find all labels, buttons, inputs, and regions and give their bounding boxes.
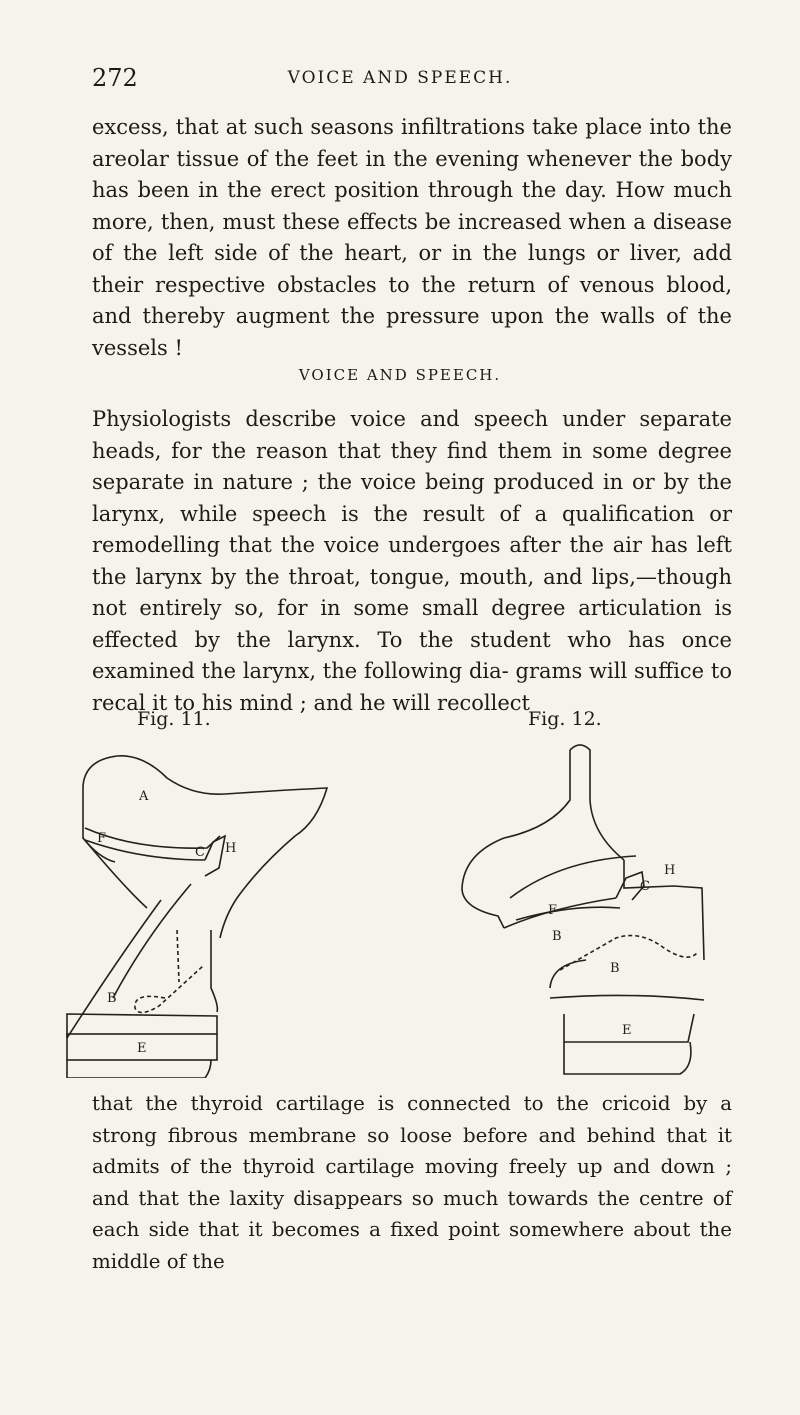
fig11-label-e: E [137, 1041, 147, 1056]
section-heading: VOICE AND SPEECH. [298, 366, 502, 384]
fig11-thyroid-outline [83, 756, 327, 938]
fig12-cord-upper [510, 856, 636, 898]
fig12-label-c: C [640, 879, 650, 894]
figure-12-caption: Fig. 12. [528, 708, 602, 730]
fig12-cricoid-inner [550, 960, 586, 988]
figure-12-drawing [440, 738, 730, 1078]
fig12-ring-bottom [564, 1042, 691, 1074]
fig11-cricoid-dashed [135, 966, 203, 1013]
running-head [0, 64, 800, 94]
fig11-label-c: C [195, 845, 205, 860]
fig11-outer-slope [67, 900, 161, 1038]
fig12-label-f: F [548, 903, 558, 918]
figure-11-larynx-diagram [55, 738, 345, 1078]
fig11-label-b: B [107, 991, 117, 1006]
figure-12-larynx-diagram [440, 738, 730, 1078]
figure-11-drawing [55, 738, 345, 1078]
fig12-thyroid-left [462, 838, 504, 928]
fig12-cord-edge [504, 898, 616, 928]
fig12-label-b1: B [552, 929, 562, 944]
paragraph-3: that the thyroid cartilage is connected to the cricoid by a strong fibrous membrane so loose before and behind that it admits of the thyroid cartilage moving freely up and down ; and that the laxity disappears so much towards the centre of each side that it becomes a fixed point somewhere about the middle of the [92, 1092, 732, 1273]
fig12-label-h: H [664, 863, 676, 878]
fig11-label-a: A [139, 789, 149, 804]
fig12-label-b2: B [610, 961, 620, 976]
figure-11-caption: Fig. 11. [137, 708, 211, 730]
fig11-ring-bottom [67, 1060, 211, 1078]
fig11-arytenoid [205, 836, 225, 876]
fig12-epiglottis-left [504, 750, 570, 838]
fig12-epiglottis-right [570, 745, 624, 860]
fig12-label-e: E [622, 1023, 632, 1038]
fig11-label-h: H [225, 841, 237, 856]
fig11-right-edge [211, 930, 217, 1012]
fig11-label-f: F [97, 831, 107, 846]
fig11-dashed-vertical [177, 930, 179, 982]
page-number: 272 [92, 64, 138, 92]
fig12-ring-top [550, 995, 704, 1000]
paragraph-1: excess, that at such seasons infiltrations take place into the areolar tissue of the feet in the evening whenever the body has been in the erect position through the day. How much more, then, must these effects be increased when a disease of the left side of the heart, or in the lungs or liver, add their respective obstacles to the return of venous blood, and thereby augment the pressure upon the walls of the vessels ! [92, 115, 732, 360]
paragraph-2: Physiologists describe voice and speech under separate heads, for the reason that they find them in some degree separate in nature ; the voice being produced in or by the larynx, while speech is the result of a qualification or remodelling that the voice undergoes after the air has left the larynx by the throat, tongue, mouth, and lips,—though not entirely so, for in some small degree articulation is effected by the larynx. To the student who has once examined the larynx, the following dia- grams will suffice to recal it to his mind ; and he will recollect [92, 407, 732, 715]
fig12-cricoid-dashed [560, 936, 698, 970]
fig11-epiglottis-edge [83, 786, 115, 862]
running-title: VOICE AND SPEECH. [287, 68, 513, 88]
